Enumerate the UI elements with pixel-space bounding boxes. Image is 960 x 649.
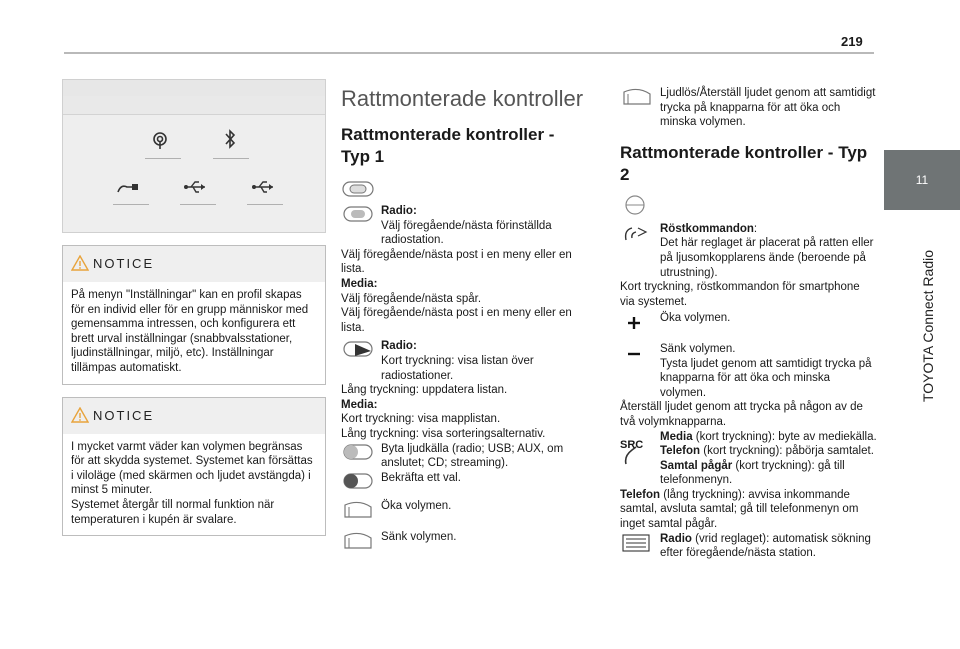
minus-icon xyxy=(620,342,656,364)
steering-control-icon xyxy=(341,442,377,464)
chapter-tab: 11 xyxy=(884,150,960,210)
right-column: Ljudlös/Återställ ljudet genom att samtidigt trycka på knapparna för att öka och minska volymen. Rattmonterade kontroller - Typ 2 Röstkommandon: Det här reglaget är placerat på ratten eller på ljusomkopplarens ände (beroende på utrustning). Kort tryckning, röstkommandon för smartphone via systemet. Öka volymen. Sänk volymen. Tysta ljudet genom att samtidigt trycka på knapparna för att öka och minska volymen. Återställ ljudet genom att trycka på någon av de två volymknapparna. SRC Media (kort tryckning): byte av mediekälla. Telefon (kort tryckning): påbörja samtalet. Samtal pågår (kort tryckning): gå till telefonmenyn. Telefon (lång tryckning): avvisa inkommande samtal, avsluta samtal; gå till telefonmenyn om inget samtal pågår. Radio (vrid reglaget): automatisk sökning efter föregående/nästa station. xyxy=(620,87,877,560)
aux-cable-icon xyxy=(115,176,141,198)
volume-up-icon xyxy=(341,499,377,521)
radio-list-icon xyxy=(620,532,656,554)
control-item: Ljudlös/Återställ ljudet genom att samtidigt trycka på knapparna för att öka och minska volymen. xyxy=(620,86,877,130)
control-item: Sänk volymen. xyxy=(341,530,586,545)
control-item: Radio: Välj föregående/nästa förinställda radiostation. xyxy=(341,204,586,248)
mute-icon xyxy=(620,86,656,108)
phone-icon xyxy=(620,444,656,466)
section-heading: Rattmonterade kontroller xyxy=(341,86,584,111)
middle-column: Rattmonterade kontroller Rattmonterade kontroller - Typ 1 Radio: Välj föregående/nästa förinställda radiostation. Välj föregående/nästa post i en meny eller en lista. Media: Välj föregående/nästa spår. Välj föregående/nästa post i en meny eller en lista. Radio: Kort tryckning: visa listan över radiostationer. Lång tryckning: uppdatera listan. Media: Kort tryckning: visa mapplistan. Lång tryckning: visa sorteringsalternativ. Byta ljudkälla (radio; USB; AUX, om anslutet; CD; streaming). Bekräfta ett val. Öka volymen. Sänk volymen. xyxy=(341,86,586,544)
control-item: Byta ljudkälla (radio; USB; AUX, om anslutet; CD; streaming). xyxy=(341,442,586,471)
subsection-heading: Rattmonterade kontroller - Typ 1 xyxy=(341,125,555,166)
notice-box xyxy=(62,397,326,537)
notice-text: I mycket varmt väder kan volymen begränsas för att skydda systemet. Systemet kan försättas i viloläge (med skärmen och ljudet avstängda) i minst 5 minuter. xyxy=(71,440,313,497)
steering-control-icon xyxy=(341,339,377,361)
wifi-icon xyxy=(147,128,173,150)
left-column xyxy=(62,79,326,536)
usb-icon xyxy=(183,176,209,198)
control-item: Radio: Kort tryckning: visa listan över radiostationer. xyxy=(341,339,586,383)
control-item: Öka volymen. xyxy=(341,499,586,514)
control-item: Röstkommandon: Det här reglaget är placerat på ratten eller på ljusomkopplarens ände (beroende på utrustning). xyxy=(620,222,877,280)
header-rule xyxy=(64,52,874,54)
steering-control-icon xyxy=(341,204,377,226)
control-item: Radio (vrid reglaget): automatisk sökning efter föregående/nästa station. xyxy=(620,532,877,561)
page-number: 219 xyxy=(841,34,863,49)
steering-stalk-icon xyxy=(620,194,650,216)
volume-down-icon xyxy=(341,530,377,552)
notice-box xyxy=(62,245,326,385)
control-item: Sänk volymen. Tysta ljudet genom att samtidigt trycka på knapparna för att öka och minska volymen. xyxy=(620,342,877,400)
chapter-label: TOYOTA Connect Radio xyxy=(920,250,936,402)
notice-title: NOTICE xyxy=(93,407,155,423)
warning-icon xyxy=(71,255,89,271)
usb-icon xyxy=(251,176,277,198)
plus-icon xyxy=(620,311,656,333)
control-item: Telefon (kort tryckning): påbörja samtalet. Samtal pågår (kort tryckning): gå till telefonmenyn. xyxy=(620,444,877,488)
notice-title: NOTICE xyxy=(93,256,155,271)
notice-text: På menyn "Inställningar" kan en profil skapas för en individ eller för en grupp människor med gemensamma intressen, och konfigurera ett brett urval inställningar (snabbvalsstationer, ljudinställningar, miljö, etc). Inställningar tillämpas automatiskt. xyxy=(71,289,309,374)
steering-control-icon xyxy=(341,180,375,198)
control-item: Bekräfta ett val. xyxy=(341,471,586,486)
voice-command-icon xyxy=(620,222,656,244)
warning-icon xyxy=(71,407,89,423)
bluetooth-icon xyxy=(217,128,243,150)
media-source-screen xyxy=(62,79,326,233)
steering-control-icon xyxy=(341,471,377,493)
notice-text: Systemet återgår till normal funktion när temperaturen i kupén är svalare. xyxy=(71,498,275,526)
subsection-heading: Rattmonterade kontroller - Typ 2 xyxy=(620,142,868,184)
control-item: SRC Media (kort tryckning): byte av mediekälla. xyxy=(620,430,877,445)
src-label: SRC xyxy=(620,438,644,451)
control-item: Öka volymen. xyxy=(620,311,877,326)
